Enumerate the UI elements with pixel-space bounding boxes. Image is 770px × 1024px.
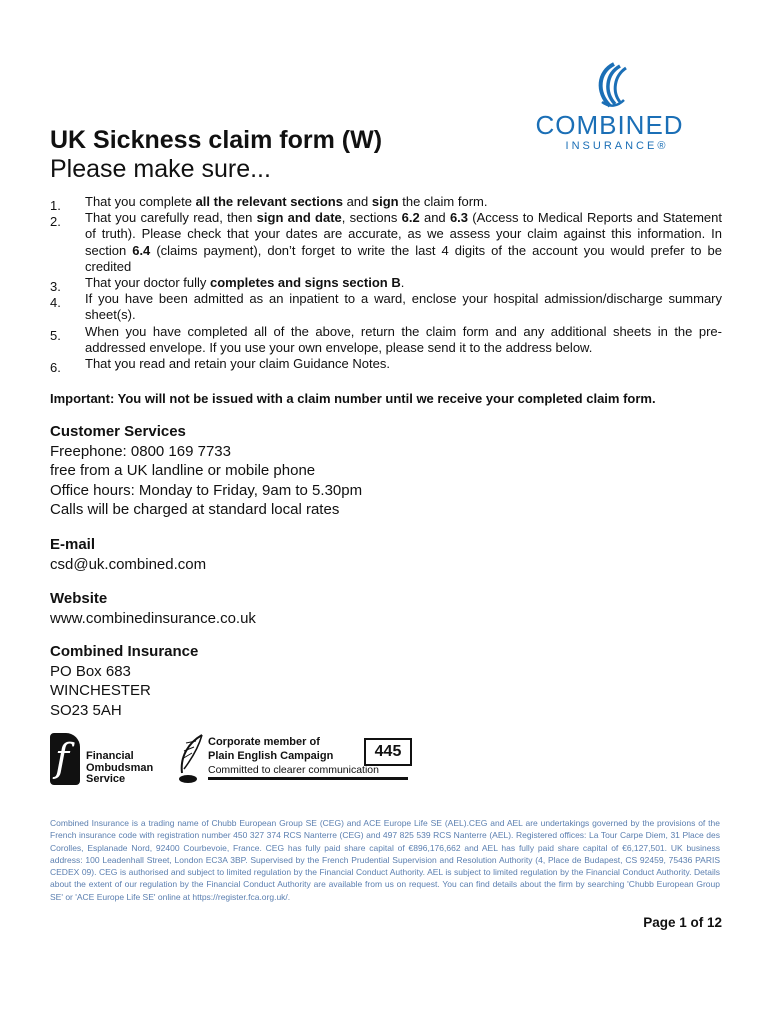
accreditation-badges: [50, 733, 420, 789]
customer-services-section: [50, 422, 362, 520]
page-number: Page 1 of 12: [643, 915, 722, 930]
address-section: [50, 642, 198, 720]
checklist-number: 3.: [50, 279, 61, 295]
plain-english-campaign-badge: [174, 733, 414, 789]
pec-line-2: Plain English Campaign: [208, 750, 334, 762]
checklist-item: 2. That you carefully read, then sign and date, sections 6.2 and 6.3 (Access to Medical Reports and Statement of truth). Please check that your dates are accurate, as we assess your claim against this information. In section 6.4 (claims payment), don’t forget to write the last 4 digits of the account you would prefer to be credited: [50, 210, 722, 274]
checklist-number: 6.: [50, 360, 61, 376]
logo-wordmark: COMBINED: [535, 110, 684, 140]
landline-note: free from a UK landline or mobile phone: [50, 462, 316, 479]
website-link[interactable]: www.combinedinsurance.co.uk: [50, 609, 256, 627]
address-line: SO23 5AH: [50, 701, 122, 719]
legal-disclaimer: Combined Insurance is a trading name of Chubb European Group SE (CEG) and ACE Europe Life SE (AEL).CEG and AEL are undertakings governed by the provisions of the French insurance code with registration number 450 327 374 RCS Nanterre (CEG) and 497 825 539 RCS Nanterre (AEL). Registered offices: La Tour Carpe Diem, 31 Place des Corolles, Esplanade Nord, 92400 Courbevoie, France. CEG has fully paid share capital of €896,176,662 and AEL has fully paid share capital of €6,127,501. UK business address: 100 Leadenhall Street, London EC3A 3BP. Supervised by the French Prudential Supervision and Resolution Authority (4, Place de Budapest, CS 92459, 75436 PARIS CEDEX 09). CEG is authorised and subject to limited regulation by the Financial Conduct Authority. AEL is subject to limited regulation by the Financial Conduct Authority. Details about the extent of our regulation by the Financial Conduct Authority are available from us on request. You can find details about the firm by searching 'Chubb European Group SE' or 'ACE Europe Life SE' online at https://register.fca.org.uk/.: [50, 818, 720, 902]
checklist-item: 3. That your doctor fully completes and signs section B.: [50, 275, 405, 295]
pec-line-1: Corporate member of: [208, 736, 320, 748]
address-line: WINCHESTER: [50, 682, 151, 699]
checklist: [50, 194, 722, 376]
checklist-item: 1. That you complete all the relevant sections and sign the claim form.: [50, 194, 488, 213]
website-section: [50, 589, 256, 628]
financial-ombudsman-logo: [50, 733, 180, 789]
page-subtitle: Please make sure...: [50, 155, 271, 183]
address-heading: Combined Insurance: [50, 643, 199, 660]
freephone-line: Freephone: 0800 169 7733: [50, 442, 231, 460]
call-charge-note: Calls will be charged at standard local rates: [50, 501, 340, 518]
checklist-item: 4. If you have been admitted as an inpatient to a ward, enclose your hospital admission/discharge summary sheet(s).: [50, 291, 722, 323]
important-notice: Important: You will not be issued with a claim number until we receive your completed claim form.: [50, 391, 656, 406]
email-section: [50, 535, 206, 574]
logo-subtitle: INSURANCE®: [565, 140, 669, 152]
checklist-number: 1.: [50, 198, 61, 213]
checklist-number: 2.: [50, 214, 61, 230]
website-heading: Website: [50, 590, 108, 607]
pec-member-number: 445: [364, 738, 412, 766]
ombudsman-mark-icon: f: [50, 733, 80, 785]
checklist-item: 5. When you have completed all of the above, return the claim form and any additional sheets in the pre-addressed envelope. If you use your own envelope, please send it to the address below.: [50, 323, 722, 355]
checklist-number: 5.: [50, 327, 61, 343]
page-title: UK Sickness claim form (W): [50, 126, 383, 154]
email-heading: E-mail: [50, 536, 96, 553]
quill-icon: [174, 733, 206, 785]
pec-line-3: Committed to clearer communication: [208, 764, 379, 776]
email-address[interactable]: csd@uk.combined.com: [50, 555, 207, 573]
checklist-item: 6. That you read and retain your claim Guidance Notes.: [50, 356, 390, 376]
checklist-number: 4.: [50, 295, 61, 311]
office-hours: Office hours: Monday to Friday, 9am to 5.30pm: [50, 481, 363, 499]
address-line: PO Box 683: [50, 662, 131, 680]
combined-insurance-logo: [512, 62, 707, 157]
pec-divider: [208, 777, 408, 780]
ombudsman-text: Financial Ombudsman Service: [86, 750, 154, 785]
wing-icon: [584, 62, 634, 112]
customer-services-heading: Customer Services: [50, 423, 186, 440]
